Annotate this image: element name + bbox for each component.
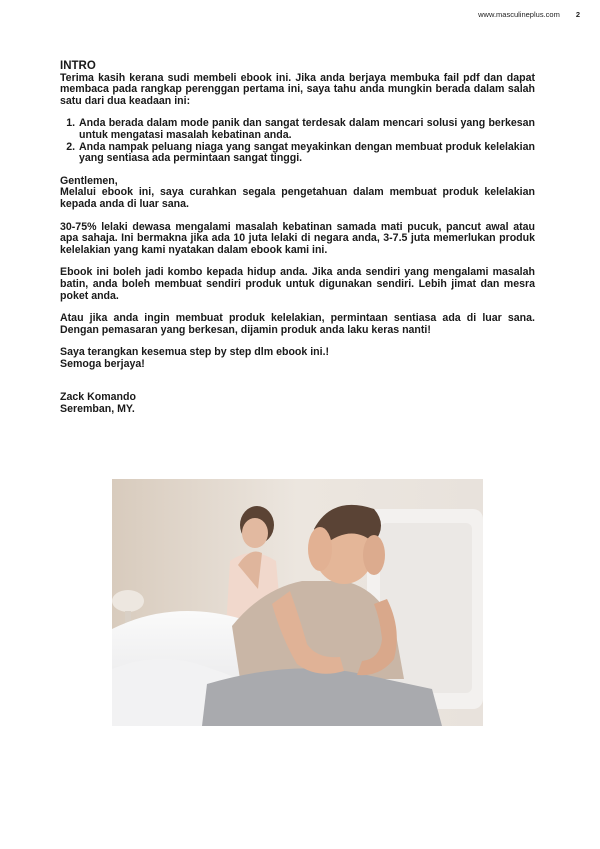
paragraph-demand: Atau jika anda ingin membuat produk kelelakian, permintaan sentiasa ada di luar sana. Dengan pemasaran yang berkesan, dijamin produk anda laku keras nanti!	[60, 312, 535, 336]
bedroom-couple-photo	[112, 479, 483, 726]
paragraph-combo: Ebook ini boleh jadi kombo kepada hidup anda. Jika anda sendiri yang mengalami masalah batin, anda boleh membuat sendiri produk untuk digunakan sendiri. Lebih jimat dan mesra poket anda.	[60, 266, 535, 302]
list-item: 2. Anda nampak peluang niaga yang sangat meyakinkan dengan membuat produk kelelakian yang sentiasa ada permintaan sangat tinggi.	[78, 142, 535, 165]
page-header	[478, 10, 580, 19]
section-heading: INTRO	[60, 60, 96, 72]
paragraph-opening: Terima kasih kerana sudi membeli ebook ini. Jika anda berjaya membuka fail pdf dan dapat membaca pada rangkap perenggan pertama ini, saya tahu anda mungkin berada dalam salah satu dari dua keadaan ini:	[60, 71, 535, 107]
paragraph-steps: Saya terangkan kesemua step by step dlm ebook ini.!	[60, 346, 330, 359]
site-url: www.masculineplus.com	[478, 10, 560, 19]
salutation: Gentlemen,	[60, 174, 118, 187]
intro-section	[60, 61, 535, 416]
signature-name: Zack Komando	[60, 391, 136, 404]
paragraph-statistics: 30-75% lelaki dewasa mengalami masalah kebatinan samada mati pucuk, pancut awal atau apa sahaja. Ini bermakna jika ada 10 juta lelaki di negara anda, 3-7.5 juta memerlukan produk kelelakian yang kami nyatakan dalam ebook kami ini.	[60, 220, 535, 256]
paragraph-ebook: Melalui ebook ini, saya curahkan segala pengetahuan dalam membuat produk kelelakian kepada anda di luar sana.	[60, 186, 535, 210]
situation-list	[60, 118, 535, 164]
signature-place: Seremban, MY.	[60, 403, 135, 416]
page-number: 2	[575, 10, 580, 19]
list-item: 1. Anda berada dalam mode panik dan sangat terdesak dalam mencari solusi yang berkesan untuk mengatasi masalah kebatinan anda.	[78, 118, 535, 141]
closing-wish: Semoga berjaya!	[60, 357, 145, 370]
